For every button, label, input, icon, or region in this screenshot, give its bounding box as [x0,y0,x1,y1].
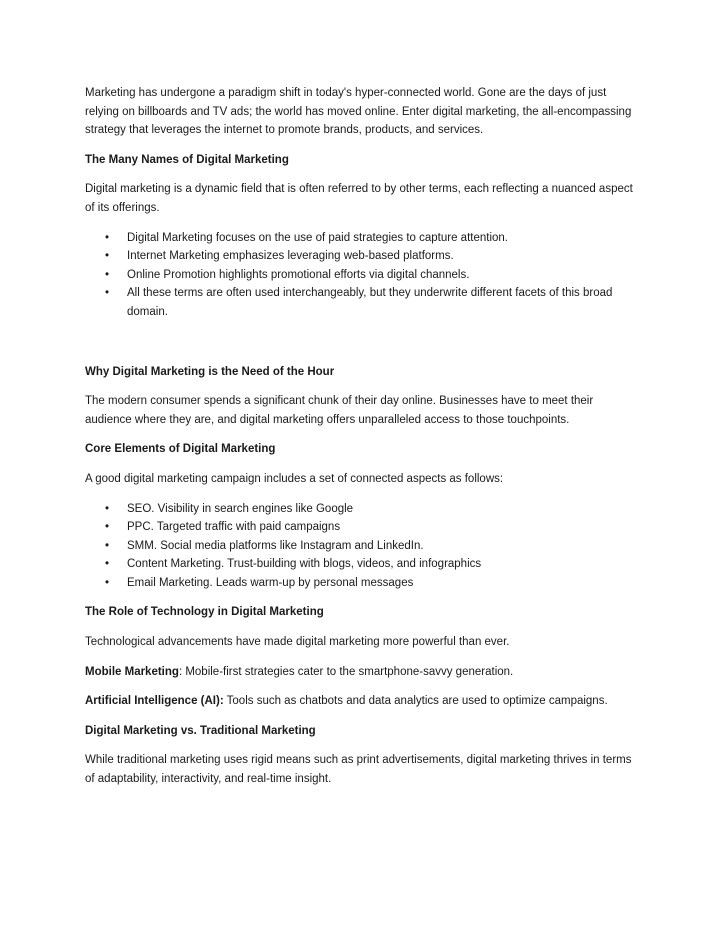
list-item-text: Email Marketing. Leads warm-up by personal messages [127,576,414,589]
mobile-marketing-paragraph [85,663,637,682]
list-item-text: SEO. Visibility in search engines like Google [127,502,354,515]
list-item-text: Content Marketing. Trust-building with blogs, videos, and infographics [127,558,482,571]
list-item-text: All these terms are often used interchangeably, but they underwrite different facets of this broad domain. [127,287,613,318]
bullet-icon: • [105,250,110,263]
list-item [85,500,637,519]
bullet-icon: • [105,268,110,281]
section-paragraph-core-elements: A good digital marketing campaign includes a set of connected aspects as follows: [85,472,504,485]
list-item [85,555,637,574]
section-paragraph-need-of-hour: The modern consumer spends a significant chunk of their day online. Businesses have to meet their audience where they are, and digital marketing offers unparalleled access to those touchpoints. [85,395,594,426]
bullet-icon: • [105,287,110,300]
bullet-icon: • [105,558,110,571]
section-heading-many-names: The Many Names of Digital Marketing [85,153,289,166]
mobile-marketing-label: Mobile Marketing [85,665,179,678]
section-paragraph-vs-traditional: While traditional marketing uses rigid means such as print advertisements, digital marketing thrives in terms of adaptability, interactivity, and real-time insight. [85,754,632,786]
list-item [85,537,637,556]
ai-text: Tools such as chatbots and data analytics are used to optimize campaigns. [223,695,608,708]
section-paragraph-many-names: Digital marketing is a dynamic field that is often referred to by other terms, each reflecting a nuanced aspect of its offerings. [85,183,633,214]
bullet-list-core-elements [85,500,637,593]
ai-label: Artificial Intelligence (AI): [85,695,224,708]
list-item [85,574,637,593]
list-item [85,518,637,537]
list-item-text: PPC. Targeted traffic with paid campaigns [127,521,341,534]
bullet-icon: • [105,576,110,589]
bullet-list-many-names [85,229,637,322]
section-heading-core-elements: Core Elements of Digital Marketing [85,443,276,456]
section-heading-technology: The Role of Technology in Digital Marketing [85,606,324,619]
list-item [85,247,637,266]
mobile-marketing-text: : Mobile-first strategies cater to the smartphone-savvy generation. [178,665,514,678]
bullet-icon: • [105,231,110,244]
bullet-icon: • [105,539,110,552]
list-item-text: Online Promotion highlights promotional efforts via digital channels. [127,268,470,281]
list-item [85,266,637,285]
document-page [85,84,637,800]
list-item-text: SMM. Social media platforms like Instagram and LinkedIn. [127,539,424,552]
section-heading-need-of-hour: Why Digital Marketing is the Need of the Hour [85,365,335,378]
section-paragraph-technology: Technological advancements have made digital marketing more powerful than ever. [85,636,510,649]
section-heading-vs-traditional: Digital Marketing vs. Traditional Marketing [85,724,316,737]
bullet-icon: • [105,502,110,515]
intro-paragraph: Marketing has undergone a paradigm shift in today's hyper-connected world. Gone are the days of just relying on billboards and TV ads; the world has moved online. Enter digital marketing, the all-encompassing strategy that leverages the internet to promote brands, products, and services. [85,87,632,137]
bullet-icon: • [105,521,110,534]
list-item [85,229,637,248]
list-item-text: Digital Marketing focuses on the use of paid strategies to capture attention. [127,231,508,244]
list-item-text: Internet Marketing emphasizes leveraging web-based platforms. [127,250,454,263]
spacer [85,333,637,363]
ai-paragraph [85,692,637,711]
list-item [85,284,637,321]
